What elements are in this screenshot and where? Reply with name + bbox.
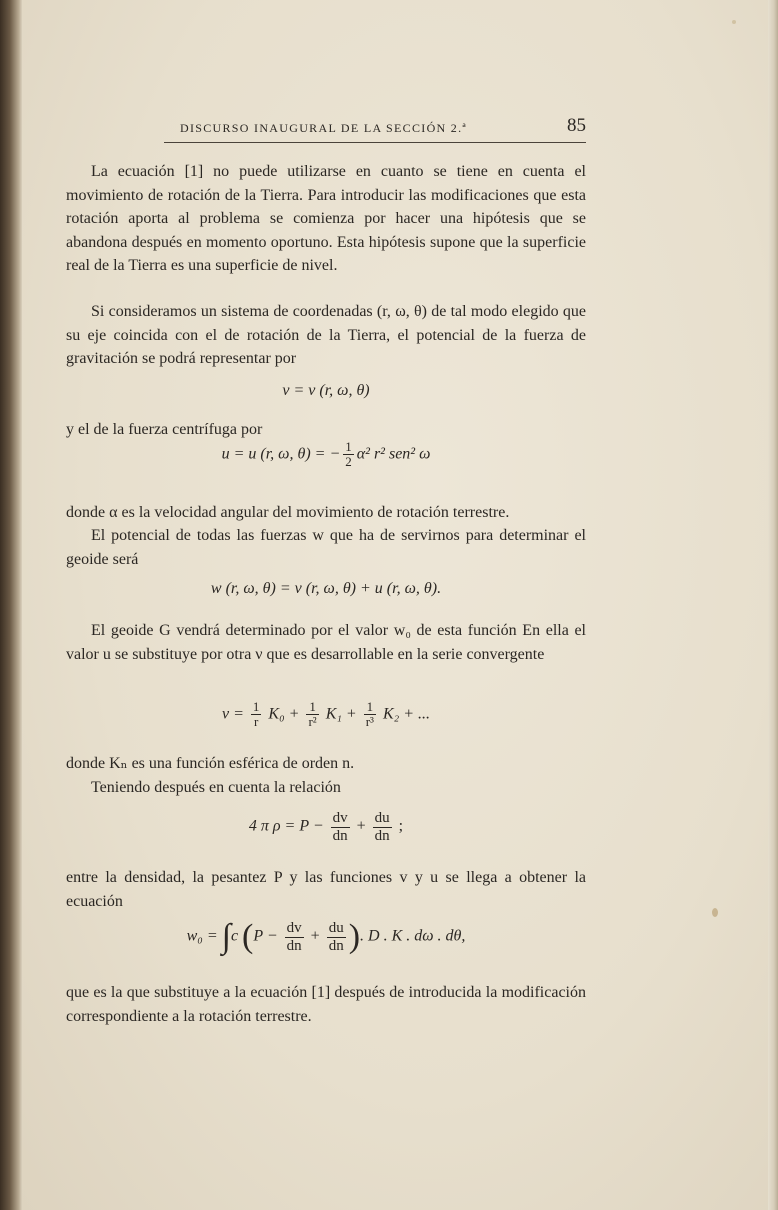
- fraction-denominator: 2: [345, 454, 352, 470]
- eq6-tail: . D . K . dω . dθ,: [360, 927, 466, 945]
- eq6-p: P −: [253, 927, 278, 945]
- eq4-term2: K₁ +: [325, 705, 357, 723]
- fraction-du-dn: [327, 920, 346, 954]
- page-number: 85: [567, 115, 586, 136]
- eq1-text: v = v (r, ω, θ): [282, 382, 370, 399]
- equation-potential-gravitation: [66, 382, 586, 400]
- equation-density-relation: [66, 810, 586, 844]
- eq5-end: ;: [398, 817, 404, 835]
- fraction-dv-dn: [331, 810, 350, 844]
- paragraph-3: y el de la fuerza centrífuga por: [66, 421, 263, 438]
- paragraph-7: donde Kₙ es una función esférica de orden n.: [66, 755, 355, 772]
- fraction-dv-dn: [285, 920, 304, 954]
- fraction-du-dn: [373, 810, 392, 844]
- eq4-term3: K₂ + ...: [382, 705, 430, 723]
- fraction-denominator: dn: [286, 937, 302, 954]
- eq4-term1: K₀ +: [268, 705, 300, 723]
- fraction-denominator: r: [254, 714, 259, 730]
- equation-centrifugal: [66, 440, 586, 470]
- eq5-plus: +: [356, 817, 366, 835]
- eq2-right: α² r² sen² ω: [356, 445, 431, 463]
- equation-series: [66, 700, 586, 730]
- fraction-denominator: r²: [308, 714, 317, 730]
- foxing-spot: [732, 20, 736, 24]
- eq5-lhs: 4 π ρ = P −: [248, 817, 324, 835]
- paragraph-5: El potencial de todas las fuerzas w que ha de servirnos para determinar el geoide será: [66, 527, 586, 568]
- eq2-left: u = u (r, ω, θ) = −: [221, 445, 341, 463]
- paragraph-10: que es la que substituye a la ecuación [1] después de introducida la modificación correspondiente a la rotación terrestre.: [66, 984, 586, 1025]
- eq6-plus: +: [310, 927, 320, 945]
- page-header: [164, 113, 586, 143]
- equation-total-potential: [66, 580, 586, 598]
- fraction-1-over-r: [251, 700, 262, 730]
- fraction-1-over-r2: [306, 700, 318, 730]
- fraction-numerator: dv: [332, 810, 348, 826]
- header-rule: [164, 142, 586, 143]
- eq4-lhs: ν =: [222, 705, 248, 723]
- fraction-numerator: du: [374, 810, 390, 826]
- paragraph-2: Si consideramos un sistema de coordenadas (r, ω, θ) de tal modo elegido que su eje coincida con el de rotación de la Tierra, el potencial de la fuerza de gravitación se podrá representar por: [66, 303, 586, 367]
- eq6-c: c: [230, 927, 239, 945]
- page-edge: [768, 0, 778, 1210]
- fraction-numerator: 1: [306, 700, 318, 715]
- eq3-text: w (r, ω, θ) = v (r, ω, θ) + u (r, ω, θ).: [210, 580, 442, 597]
- eq6-lhs: w₀ =: [186, 927, 218, 945]
- running-head: DISCURSO INAUGURAL DE LA SECCIÓN 2.ª: [180, 121, 468, 135]
- fraction-denominator: dn: [332, 827, 348, 844]
- fraction-numerator: du: [328, 920, 344, 936]
- integral-sign: ∫: [221, 918, 231, 955]
- fraction-denominator: dn: [328, 937, 344, 954]
- paragraph-9: entre la densidad, la pesantez P y las funciones v y u se llega a obtener la ecuación: [66, 869, 586, 910]
- fraction-1-over-r3: [364, 700, 376, 730]
- fraction-numerator: 1: [345, 439, 352, 454]
- fraction-one-half: [343, 440, 354, 470]
- fraction-denominator: r³: [365, 714, 374, 730]
- foxing-spot: [712, 908, 718, 917]
- close-paren: ): [348, 918, 361, 955]
- open-paren: (: [242, 918, 254, 955]
- paragraph-6: El geoide G vendrá determinado por el valor w₀ de esta función En ella el valor u se substituye por otra ν que es desarrollable en la serie convergente: [66, 622, 586, 663]
- paragraph-8: Teniendo después en cuenta la relación: [91, 779, 341, 796]
- book-spine-shadow: [0, 0, 22, 1210]
- fraction-numerator: 1: [364, 700, 376, 715]
- fraction-numerator: dv: [286, 920, 302, 936]
- fraction-numerator: 1: [252, 699, 260, 714]
- paragraph-1: La ecuación [1] no puede utilizarse en cuanto se tiene en cuenta el movimiento de rotación de la Tierra. Para introducir las modificaciones que esta rotación aporta al problema se comienza por hacer una hipótesis que se abandona después en momento oportuno. Esta hipótesis supone que la superficie real de la Tierra es una superficie de nivel.: [66, 163, 586, 274]
- paragraph-4: donde α es la velocidad angular del movimiento de rotación terrestre.: [66, 504, 510, 521]
- equation-w0-integral: [66, 918, 586, 956]
- fraction-denominator: dn: [374, 827, 390, 844]
